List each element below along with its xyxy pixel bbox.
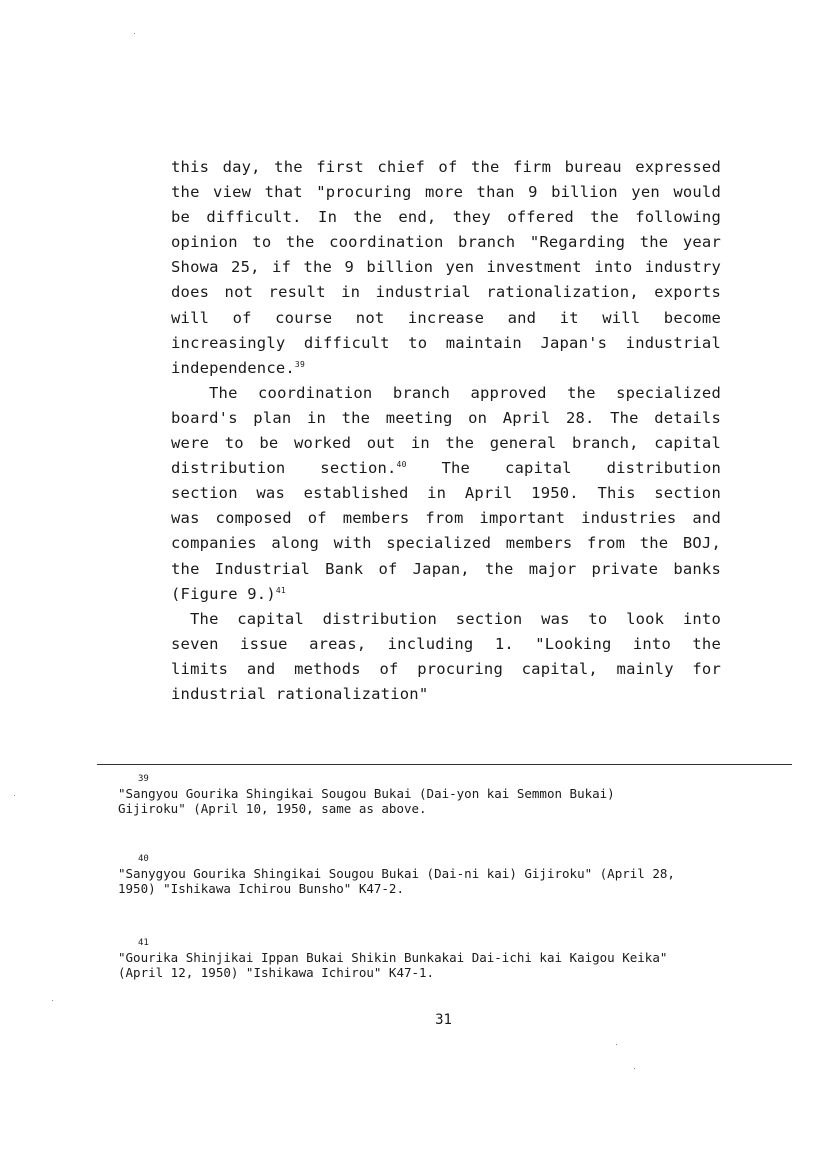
body-line-text: The coordination branch approved the specialized — [209, 383, 721, 402]
body-line — [171, 406, 721, 431]
body-line — [171, 280, 721, 305]
body-line — [171, 582, 721, 607]
body-line — [171, 255, 721, 280]
body-line-text: the view that "procuring more than 9 billion yen would — [171, 183, 721, 202]
footnote-reference: 40 — [396, 460, 407, 470]
body-line — [171, 682, 721, 707]
body-line-text: increasingly difficult to maintain Japan's industrial — [171, 333, 721, 352]
body-line-text: The capital distribution section was to look into — [190, 609, 721, 628]
body-line — [171, 356, 721, 381]
footnote-line: 1950) "Ishikawa Ichirou Bunsho" K47-2. — [118, 881, 404, 896]
body-line-text: The capital distribution — [406, 459, 722, 478]
body-line — [171, 205, 721, 230]
body-line-text: independence. — [171, 358, 295, 377]
body-line — [171, 180, 721, 205]
body-line-text: this day, the first chief of the firm bureau expressed — [171, 158, 721, 176]
body-line-text: limits and methods of procuring capital, mainly for — [171, 659, 721, 678]
footnote — [118, 936, 768, 980]
body-line — [171, 155, 721, 180]
body-line — [171, 607, 721, 632]
body-line-text: seven issue areas, including 1. "Looking into the — [171, 634, 721, 653]
body-line — [171, 230, 721, 255]
body-line-text: will of course not increase and it will become — [171, 308, 721, 327]
footnote-line: "Sangyou Gourika Shingikai Sougou Bukai (Dai-yon kai Semmon Bukai) — [118, 786, 615, 801]
body-line-text: the Industrial Bank of Japan, the major private banks — [171, 559, 721, 578]
body-line-text: was composed of members from important industries and — [171, 509, 721, 528]
footnote-line: "Sanygyou Gourika Shingikai Sougou Bukai (Dai-ni kai) Gijiroku" (April 28, — [118, 866, 675, 881]
body-line-text: opinion to the coordination branch "Regarding the year — [171, 233, 721, 252]
body-line-text: Showa 25, if the 9 billion yen investment into industry — [171, 258, 721, 277]
body-line — [171, 506, 721, 531]
footnote — [118, 852, 768, 896]
body-line — [171, 481, 721, 506]
body-line-text: industrial rationalization" — [171, 684, 429, 703]
body-line-text: were to be worked out in the general branch, capital — [171, 434, 721, 453]
body-line — [171, 557, 721, 582]
page-number: 31 — [435, 1012, 452, 1028]
footnote-number: 41 — [138, 938, 149, 948]
footnote-number: 40 — [138, 854, 149, 864]
footnote-number: 39 — [138, 774, 149, 784]
body-line — [171, 431, 721, 456]
body-line-text: (Figure 9.) — [171, 584, 276, 603]
body-line-text: companies along with specialized members from the BOJ, — [171, 534, 721, 553]
body-line-text: does not result in industrial rationalization, exports — [171, 283, 721, 302]
footnote-line: "Gourika Shinjikai Ippan Bukai Shikin Bunkakai Dai-ichi kai Kaigou Keika" — [118, 950, 668, 965]
body-line — [171, 632, 721, 657]
footnote-separator — [97, 764, 792, 765]
body-line — [171, 306, 721, 331]
footnote-line: Gijiroku" (April 10, 1950, same as above. — [118, 801, 427, 816]
body-line — [171, 456, 721, 481]
body-line — [171, 381, 721, 406]
footnote-reference: 41 — [275, 585, 286, 595]
body-text — [171, 155, 721, 707]
body-line — [171, 531, 721, 556]
body-line-text: board's plan in the meeting on April 28. The details — [171, 408, 721, 427]
body-line-text: distribution section. — [171, 459, 397, 478]
body-line-text: section was established in April 1950. This section — [171, 484, 721, 503]
body-line — [171, 657, 721, 682]
body-line-text: be difficult. In the end, they offered the following — [171, 208, 721, 227]
footnote — [118, 772, 768, 816]
body-line — [171, 331, 721, 356]
footnote-line: (April 12, 1950) "Ishikawa Ichirou" K47-1. — [118, 965, 435, 980]
footnote-reference: 39 — [294, 359, 305, 369]
